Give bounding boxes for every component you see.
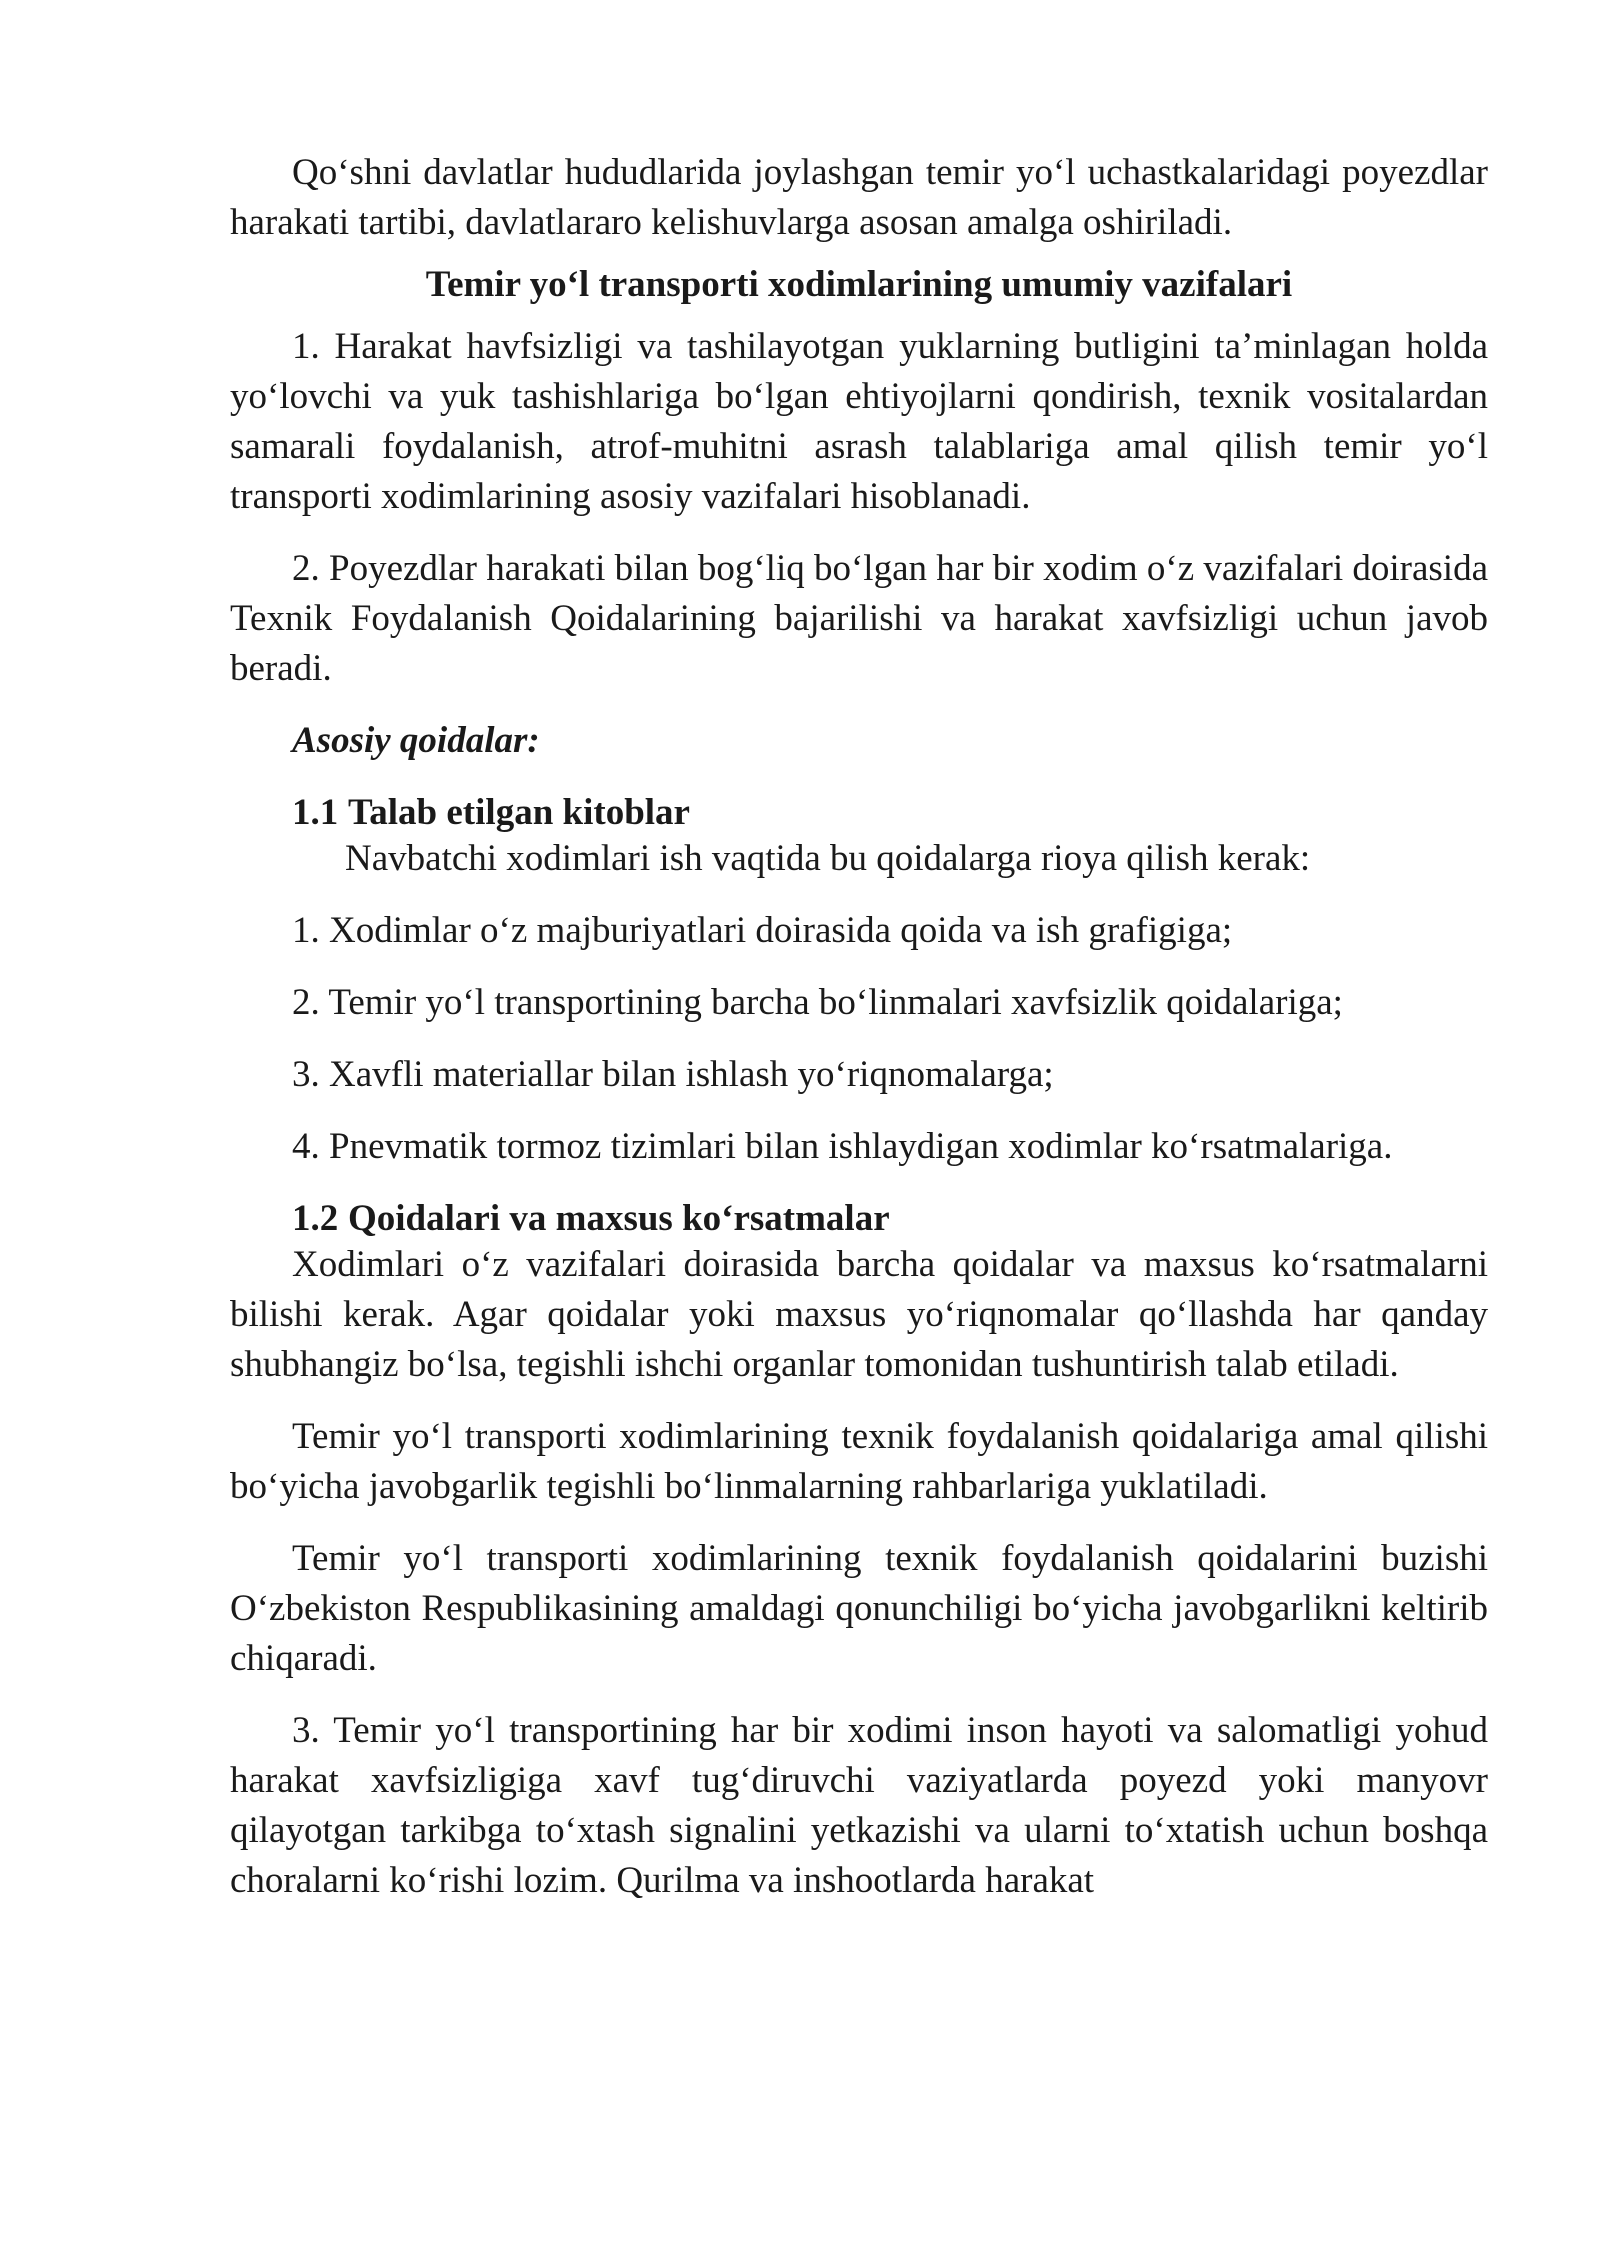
paragraph-2: 2. Poyezdlar harakati bilan bog‘liq bo‘lgan har bir xodim o‘z vazifalari doirasida Texnik Foydalanish Qoidalarining bajarilishi va harakat xavfsizligi uchun javob beradi. — [230, 548, 1488, 689]
subsection-1-1-intro: Navbatchi xodimlari ish vaqtida bu qoidalarga rioya qilish kerak: — [345, 838, 1311, 879]
subsection-title: Qoidalari va maxsus ko‘rsatmalar — [348, 1198, 890, 1239]
list-item-3: 3. Xavfli materiallar bilan ishlash yo‘riqnomalarga; — [292, 1054, 1054, 1095]
paragraph-5: Temir yo‘l transporti xodimlarining texnik foydalanish qoidalarini buzishi O‘zbekiston Respublikasining amaldagi qonunchiligi bo‘yicha javobgarlikni keltirib chiqaradi. — [230, 1538, 1488, 1679]
subsection-title: Talab etilgan kitoblar — [348, 792, 690, 833]
section-heading: Temir yo‘l transporti xodimlarining umumiy vazifalari — [425, 264, 1293, 305]
subsection-number: 1.1 — [292, 792, 339, 833]
paragraph-intro: Qo‘shni davlatlar hududlarida joylashgan temir yo‘l uchastkalaridagi poyezdlar harakati tartibi, davlatlararo kelishuvlarga asosan amalga oshiriladi. — [230, 152, 1488, 243]
list-item-1: 1. Xodimlar o‘z majburiyatlari doirasida qoida va ish grafigiga; — [292, 910, 1233, 951]
list-item-2: 2. Temir yo‘l transportining barcha bo‘linmalari xavfsizlik qoidalariga; — [292, 982, 1343, 1023]
rules-title: Asosiy qoidalar: — [292, 720, 540, 761]
subsection-number: 1.2 — [292, 1198, 339, 1239]
subsection-1-1-heading — [230, 788, 1488, 838]
document-page — [230, 148, 1488, 1906]
list-item-4: 4. Pnevmatik tormoz tizimlari bilan ishlaydigan xodimlar ko‘rsatmalariga. — [292, 1126, 1393, 1167]
paragraph-3: Xodimlari o‘z vazifalari doirasida barcha qoidalar va maxsus ko‘rsatmalarni bilishi kerak. Agar qoidalar yoki maxsus yo‘riqnomalar qo‘llashda har qanday shubhangiz bo‘lsa, tegishli ishchi organlar tomonidan tushuntirish talab etiladi. — [230, 1244, 1488, 1385]
paragraph-4: Temir yo‘l transporti xodimlarining texnik foydalanish qoidalariga amal qilishi bo‘yicha javobgarlik tegishli bo‘linmalarning rahbarlariga yuklatiladi. — [230, 1416, 1488, 1507]
paragraph-6: 3. Temir yo‘l transportining har bir xodimi inson hayoti va salomatligi yohud harakat xavfsizligiga xavf tug‘diruvchi vaziyatlarda poyezd yoki manyovr qilayotgan tarkibga to‘xtash signalini yetkazishi va ularni to‘xtatish uchun boshqa choralarni ko‘rishi lozim. Qurilma va inshootlarda harakat — [230, 1710, 1488, 1901]
paragraph-1: 1. Harakat havfsizligi va tashilayotgan yuklarning butligini ta’minlagan holda yo‘lovchi va yuk tashishlariga bo‘lgan ehtiyojlarni qondirish, texnik vositalardan samarali foydalanish, atrof-muhitni asrash talablariga amal qilish temir yo‘l transporti xodimlarining asosiy vazifalari hisoblanadi. — [230, 326, 1488, 517]
subsection-1-2-heading — [230, 1194, 1488, 1244]
